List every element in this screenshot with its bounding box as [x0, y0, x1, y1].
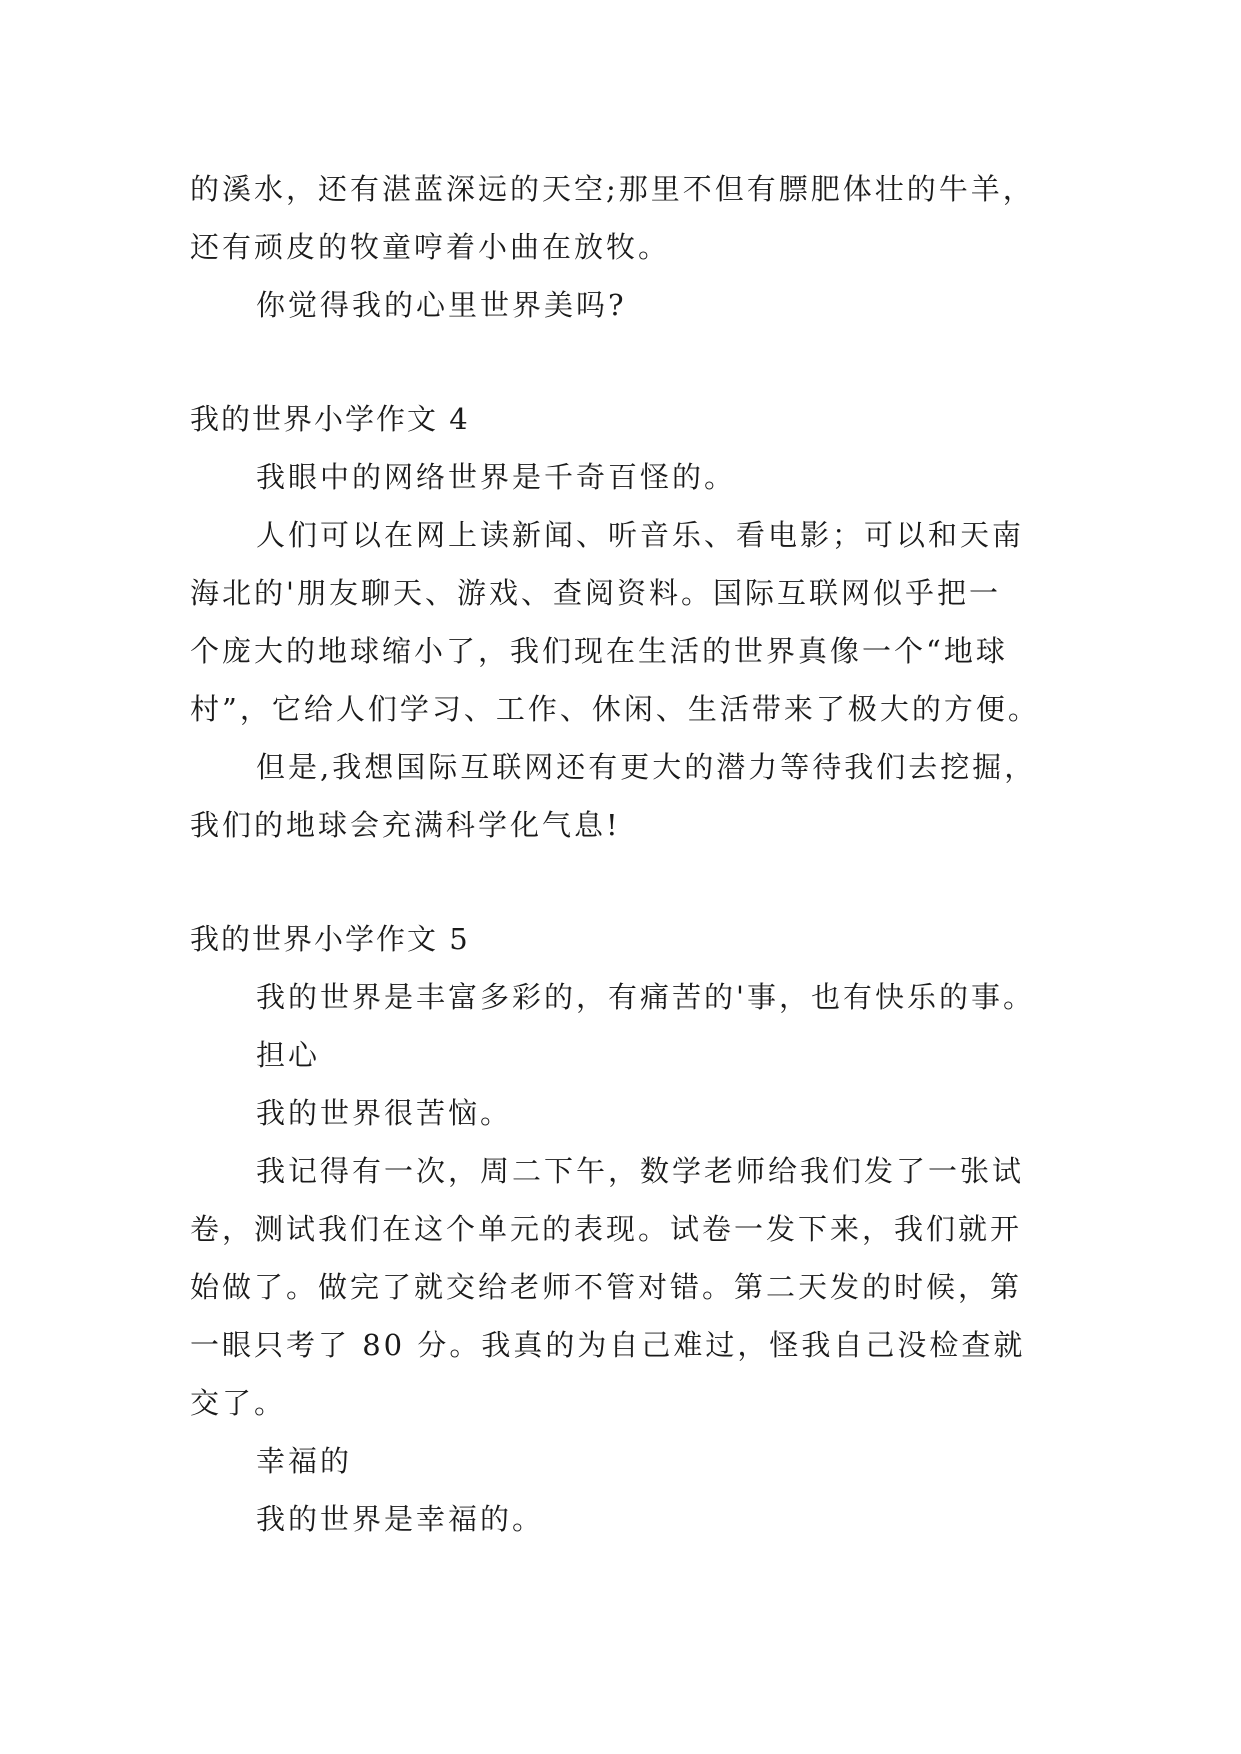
- paragraph-line: 人们可以在网上读新闻、听音乐、看电影；可以和天南: [256, 518, 1025, 552]
- section-gap: [190, 854, 1070, 910]
- section-gap: [190, 334, 1070, 390]
- paragraph-line: 个庞大的地球缩小了，我们现在生活的世界真像一个“地球: [190, 634, 1008, 668]
- paragraph-line: 但是,我想国际互联网还有更大的潜力等待我们去挖掘，: [256, 750, 1037, 784]
- document-body: [190, 160, 1070, 1548]
- paragraph-line: 始做了。做完了就交给老师不管对错。第二天发的时候，第: [190, 1270, 1023, 1304]
- paragraph-line: 卷，测试我们在这个单元的表现。试卷一发下来，我们就开: [190, 1212, 1023, 1246]
- paragraph-line: 还有顽皮的牧童哼着小曲在放牧。: [190, 230, 671, 264]
- paragraph-line: 一眼只考了 80 分。我真的为自己难过，怪我自己没检查就: [190, 1328, 1026, 1362]
- paragraph-line: 海北的'朋友聊天、游戏、查阅资料。国际互联网似乎把一: [190, 576, 1001, 610]
- paragraph-line: 我眼中的网络世界是千奇百怪的。: [256, 460, 737, 494]
- paragraph-line: 我们的地球会充满科学化气息!: [190, 808, 621, 842]
- paragraph-line: 村”，它给人们学习、工作、休闲、生活带来了极大的方便。: [190, 692, 1040, 726]
- subheading: 担心: [256, 1038, 321, 1072]
- paragraph-line: 交了。: [190, 1386, 287, 1420]
- paragraph-line: 我的世界是幸福的。: [256, 1502, 545, 1536]
- paragraph-line: 我记得有一次，周二下午，数学老师给我们发了一张试: [256, 1154, 1025, 1188]
- paragraph-line: 的溪水，还有湛蓝深远的天空;那里不但有膘肥体壮的牛羊，: [190, 172, 1035, 206]
- section-title: 我的世界小学作文 4: [190, 402, 470, 436]
- paragraph-line: 我的世界很苦恼。: [256, 1096, 513, 1130]
- paragraph-line: 你觉得我的心里世界美吗?: [256, 288, 627, 322]
- paragraph-line: 我的世界是丰富多彩的，有痛苦的'事，也有快乐的事。: [256, 980, 1035, 1014]
- subheading: 幸福的: [256, 1444, 353, 1478]
- section-title: 我的世界小学作文 5: [190, 922, 470, 956]
